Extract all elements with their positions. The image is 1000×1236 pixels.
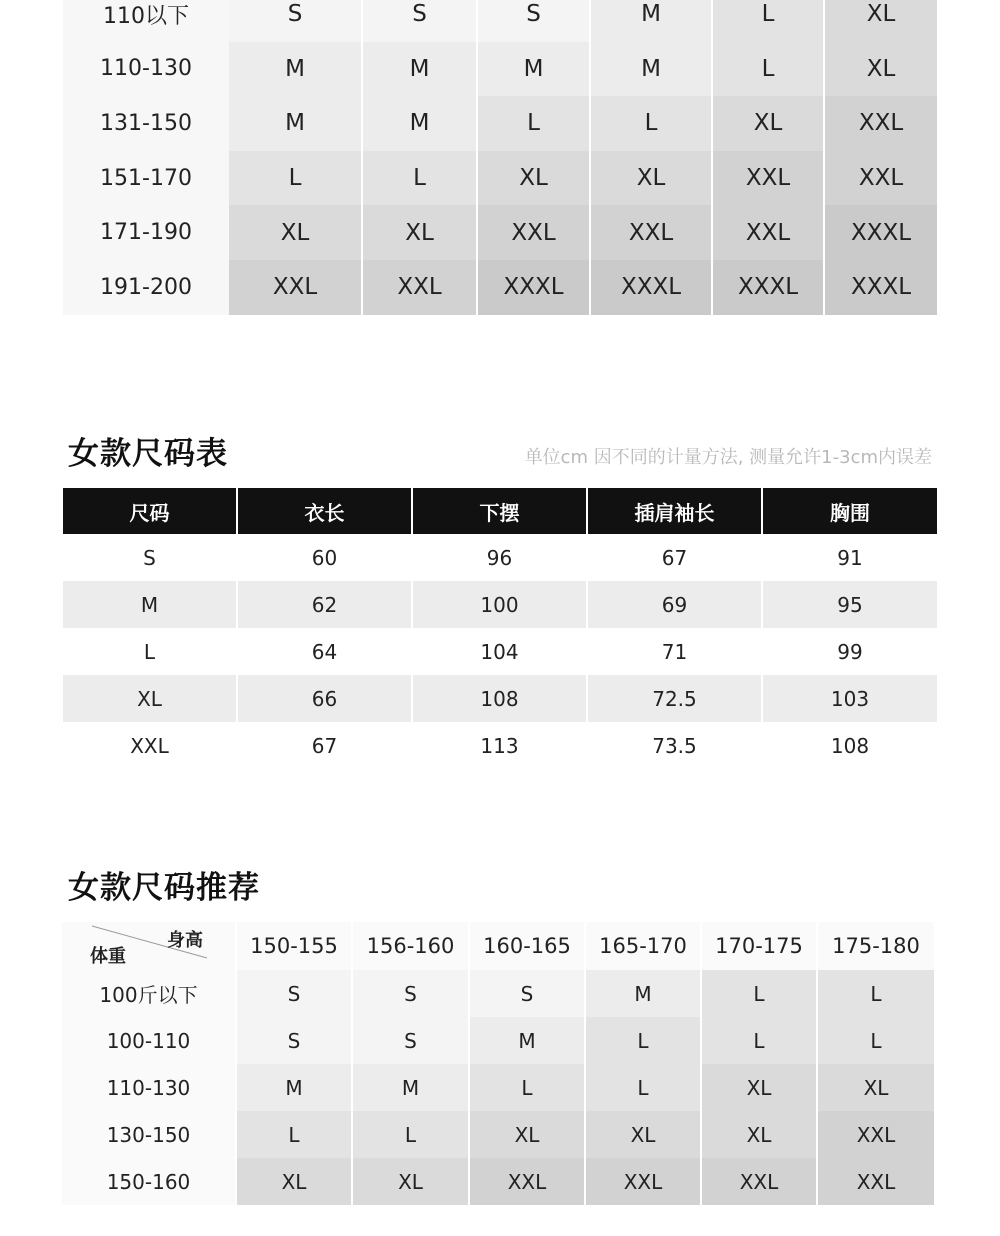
table-row (63, 0, 937, 42)
table-row (63, 534, 937, 581)
row-label: 131-150 (63, 96, 229, 151)
table-row (62, 1064, 934, 1111)
size-cell: M (470, 1017, 586, 1064)
diagonal-divider (62, 922, 235, 970)
size-cell: S (478, 0, 591, 42)
size-cell: L (713, 42, 825, 97)
size-cell: S (353, 1017, 470, 1064)
table-row (63, 260, 937, 315)
weight-label: 100-110 (62, 1017, 237, 1064)
measurement-cell: 67 (588, 534, 763, 581)
size-cell: S (363, 0, 478, 42)
table-row (62, 1017, 934, 1064)
size-cell: XXL (825, 151, 937, 206)
size-cell: XXL (713, 151, 825, 206)
measurement-cell: 72.5 (588, 675, 763, 722)
height-header: 156-160 (353, 922, 470, 970)
table-row (63, 96, 937, 151)
top-size-table (63, 0, 937, 315)
corner-weight-label: 体重 (90, 946, 126, 967)
row-label: 110以下 (63, 0, 229, 42)
height-header: 165-170 (586, 922, 702, 970)
size-cell: XL (229, 205, 363, 260)
measurement-cell: 96 (413, 534, 588, 581)
size-chart-table (63, 488, 937, 769)
measurement-cell: 69 (588, 581, 763, 628)
height-header: 170-175 (702, 922, 818, 970)
size-cell: M (591, 42, 713, 97)
size-cell: XL (237, 1158, 353, 1205)
size-cell: XXL (229, 260, 363, 315)
size-cell: S (237, 970, 353, 1017)
row-label: 151-170 (63, 151, 229, 206)
measurement-cell: 64 (238, 628, 413, 675)
table-row (63, 42, 937, 97)
size-cell: XXL (591, 205, 713, 260)
height-header: 150-155 (237, 922, 353, 970)
measurement-cell: 66 (238, 675, 413, 722)
size-cell: M (229, 96, 363, 151)
size-cell: L (702, 1017, 818, 1064)
size-cell: XL (825, 42, 937, 97)
size-cell: M (353, 1064, 470, 1111)
size-cell: XXL (478, 205, 591, 260)
table-row (63, 675, 937, 722)
size-cell: XL (470, 1111, 586, 1158)
measurement-cell: 108 (763, 722, 937, 769)
unit-note: 单位cm 因不同的计量方法, 测量允许1-3cm内误差 (524, 447, 932, 468)
table-row (63, 151, 937, 206)
table-row (63, 205, 937, 260)
table-row (63, 628, 937, 675)
size-cell: M (478, 42, 591, 97)
size-cell: L (363, 151, 478, 206)
weight-label: 110-130 (62, 1064, 237, 1111)
measurement-cell: 99 (763, 628, 937, 675)
size-cell: L (586, 1017, 702, 1064)
size-cell: M (237, 1064, 353, 1111)
measurement-cell: M (63, 581, 238, 628)
size-cell: XL (818, 1064, 934, 1111)
size-cell: S (470, 970, 586, 1017)
table-row (62, 1111, 934, 1158)
weight-label: 100斤以下 (62, 970, 237, 1017)
size-cell: L (818, 1017, 934, 1064)
header-row (63, 488, 937, 534)
column-header: 尺码 (63, 488, 238, 534)
size-cell: XL (591, 151, 713, 206)
size-cell: L (237, 1111, 353, 1158)
measurement-cell: 71 (588, 628, 763, 675)
measurement-cell: L (63, 628, 238, 675)
size-cell: L (353, 1111, 470, 1158)
measurement-cell: XXL (63, 722, 238, 769)
size-cell: XXL (713, 205, 825, 260)
column-header: 衣长 (238, 488, 413, 534)
measurement-cell: 103 (763, 675, 937, 722)
size-cell: L (586, 1064, 702, 1111)
table-row (62, 1158, 934, 1205)
measurement-cell: 91 (763, 534, 937, 581)
size-cell: XL (702, 1064, 818, 1111)
size-cell: XL (825, 0, 937, 42)
size-cell: XXXL (591, 260, 713, 315)
row-label: 191-200 (63, 260, 229, 315)
table-row (63, 581, 937, 628)
size-cell: M (586, 970, 702, 1017)
height-header: 175-180 (818, 922, 934, 970)
measurement-cell: 62 (238, 581, 413, 628)
measurement-cell: 95 (763, 581, 937, 628)
size-cell: XL (363, 205, 478, 260)
size-cell: S (229, 0, 363, 42)
measurement-cell: S (63, 534, 238, 581)
measurement-cell: 67 (238, 722, 413, 769)
header-row (62, 922, 934, 970)
measurement-cell: XL (63, 675, 238, 722)
size-cell: XXL (818, 1158, 934, 1205)
size-cell: XXXL (478, 260, 591, 315)
size-cell: XL (353, 1158, 470, 1205)
measurement-cell: 73.5 (588, 722, 763, 769)
size-cell: XL (478, 151, 591, 206)
size-cell: XXL (586, 1158, 702, 1205)
recommend-table (62, 922, 934, 1205)
size-chart-title: 女款尺码表 (68, 436, 228, 472)
size-cell: XXL (825, 96, 937, 151)
corner-cell (62, 922, 237, 970)
weight-label: 130-150 (62, 1111, 237, 1158)
row-label: 110-130 (63, 42, 229, 97)
size-cell: XXL (470, 1158, 586, 1205)
corner-height-label: 身高 (167, 930, 203, 951)
measurement-cell: 100 (413, 581, 588, 628)
row-label: 171-190 (63, 205, 229, 260)
size-cell: L (818, 970, 934, 1017)
size-cell: XXL (818, 1111, 934, 1158)
size-cell: XXXL (825, 205, 937, 260)
height-header: 160-165 (470, 922, 586, 970)
size-cell: L (229, 151, 363, 206)
size-cell: L (702, 970, 818, 1017)
size-cell: L (591, 96, 713, 151)
column-header: 胸围 (763, 488, 937, 534)
column-header: 插肩袖长 (588, 488, 763, 534)
size-cell: M (591, 0, 713, 42)
size-cell: XXL (363, 260, 478, 315)
table-row (62, 970, 934, 1017)
size-cell: XL (586, 1111, 702, 1158)
size-cell: M (363, 42, 478, 97)
recommend-title: 女款尺码推荐 (68, 870, 260, 906)
measurement-cell: 104 (413, 628, 588, 675)
size-cell: L (713, 0, 825, 42)
size-cell: S (353, 970, 470, 1017)
size-cell: L (478, 96, 591, 151)
size-cell: S (237, 1017, 353, 1064)
size-cell: XL (713, 96, 825, 151)
size-cell: L (470, 1064, 586, 1111)
table-row (63, 722, 937, 769)
measurement-cell: 108 (413, 675, 588, 722)
column-header: 下摆 (413, 488, 588, 534)
size-cell: M (229, 42, 363, 97)
size-cell: XXXL (713, 260, 825, 315)
weight-label: 150-160 (62, 1158, 237, 1205)
size-cell: XL (702, 1111, 818, 1158)
size-cell: M (363, 96, 478, 151)
measurement-cell: 113 (413, 722, 588, 769)
measurement-cell: 60 (238, 534, 413, 581)
size-cell: XXXL (825, 260, 937, 315)
size-cell: XXL (702, 1158, 818, 1205)
